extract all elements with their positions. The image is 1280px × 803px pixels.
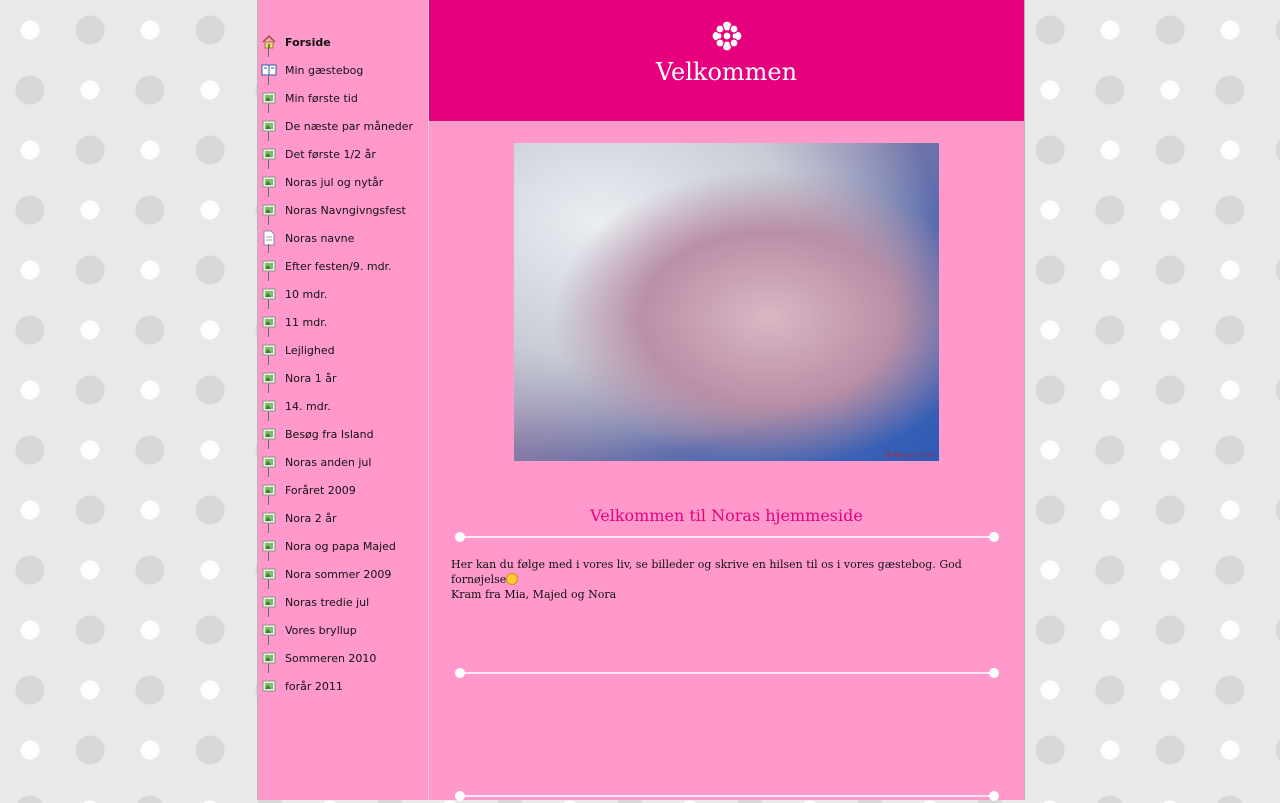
sidebar-item-label[interactable]: Nora og papa Majed <box>285 539 396 553</box>
sidebar-item[interactable] <box>258 588 428 616</box>
sidebar-item-label[interactable]: Nora 1 år <box>285 371 337 385</box>
sidebar-item-label[interactable]: Besøg fra Island <box>285 427 374 441</box>
photo-date-stamp: 29-May-07 13:07 <box>883 452 935 459</box>
welcome-heading: Velkommen til Noras hjemmeside <box>590 506 863 525</box>
sidebar-item-label[interactable]: Det første 1/2 år <box>285 147 376 161</box>
photo-album-icon <box>261 398 277 414</box>
photo-album-icon <box>261 426 277 442</box>
sidebar-item-label[interactable]: Nora 2 år <box>285 511 337 525</box>
sidebar-item[interactable] <box>258 420 428 448</box>
photo-album-icon <box>261 622 277 638</box>
photo-album-icon <box>261 342 277 358</box>
photo-album-icon <box>261 146 277 162</box>
sidebar-item[interactable] <box>258 560 428 588</box>
page-header <box>429 0 1024 123</box>
photo-album-icon <box>261 202 277 218</box>
smiley-icon <box>506 573 518 585</box>
sidebar-item[interactable] <box>258 112 428 140</box>
sidebar-item[interactable] <box>258 252 428 280</box>
photo-album-icon <box>261 454 277 470</box>
page-icon <box>261 230 277 246</box>
sidebar-item-label[interactable]: 14. mdr. <box>285 399 331 413</box>
sidebar-item-label[interactable]: Noras navne <box>285 231 355 245</box>
sidebar-item-label[interactable]: 11 mdr. <box>285 315 328 329</box>
photo-album-icon <box>261 594 277 610</box>
sidebar-item-label[interactable]: Vores bryllup <box>285 623 357 637</box>
sidebar-item-label[interactable]: Min første tid <box>285 91 358 105</box>
sidebar-nav <box>258 28 428 700</box>
welcome-text <box>451 557 991 602</box>
photo-album-icon <box>261 482 277 498</box>
page-title: Velkommen <box>655 58 798 86</box>
sidebar-item[interactable] <box>258 168 428 196</box>
page-container <box>257 0 1025 800</box>
welcome-text-line2: Kram fra Mia, Majed og Nora <box>451 588 617 601</box>
photo-album-icon <box>261 90 277 106</box>
sidebar-item[interactable] <box>258 224 428 252</box>
sidebar-item[interactable] <box>258 196 428 224</box>
flower-icon <box>711 20 743 52</box>
photo-album-icon <box>261 174 277 190</box>
sidebar-item[interactable] <box>258 672 428 700</box>
sidebar-item[interactable] <box>258 364 428 392</box>
photo-album-icon <box>261 510 277 526</box>
sidebar-item-label[interactable]: Forside <box>285 35 331 49</box>
sidebar-item[interactable] <box>258 392 428 420</box>
sidebar-item-label[interactable]: Noras anden jul <box>285 455 372 469</box>
sidebar-item-label[interactable]: De næste par måneder <box>285 119 414 133</box>
sidebar-item[interactable] <box>258 336 428 364</box>
photo-album-icon <box>261 370 277 386</box>
sidebar-item[interactable] <box>258 308 428 336</box>
sidebar-item[interactable] <box>258 56 428 84</box>
sidebar-item[interactable] <box>258 140 428 168</box>
sidebar-item[interactable] <box>258 532 428 560</box>
sidebar-item[interactable] <box>258 448 428 476</box>
sidebar-item-label[interactable]: Lejlighed <box>285 343 335 357</box>
left-sidebar <box>258 0 429 800</box>
photo-album-icon <box>261 258 277 274</box>
sidebar-item[interactable] <box>258 280 428 308</box>
sidebar-item-label[interactable]: Efter festen/9. mdr. <box>285 259 392 273</box>
baby-photo <box>514 143 939 461</box>
photo-album-icon <box>261 538 277 554</box>
sidebar-item[interactable] <box>258 28 428 56</box>
sidebar-item-label[interactable]: Noras Navngivngsfest <box>285 203 406 217</box>
decorative-divider <box>452 530 1002 544</box>
sidebar-item-label[interactable]: Noras tredie jul <box>285 595 370 609</box>
sidebar-item[interactable] <box>258 504 428 532</box>
photo-album-icon <box>261 118 277 134</box>
sidebar-item-label[interactable]: forår 2011 <box>285 679 343 693</box>
main-content <box>429 0 1024 800</box>
photo-album-icon <box>261 286 277 302</box>
sidebar-item-label[interactable]: 10 mdr. <box>285 287 328 301</box>
sidebar-item-label[interactable]: Foråret 2009 <box>285 483 356 497</box>
decorative-divider <box>452 666 1002 680</box>
sidebar-item-label[interactable]: Nora sommer 2009 <box>285 567 392 581</box>
sidebar-item[interactable] <box>258 476 428 504</box>
guestbook-icon <box>261 62 277 78</box>
sidebar-item[interactable] <box>258 616 428 644</box>
sidebar-item-label[interactable]: Sommeren 2010 <box>285 651 377 665</box>
photo-album-icon <box>261 566 277 582</box>
sidebar-item-label[interactable]: Min gæstebog <box>285 63 364 77</box>
photo-album-icon <box>261 678 277 694</box>
welcome-text-line1: Her kan du følge med i vores liv, se billeder og skrive en hilsen til os i vores gæstebog. God fornøjelse <box>451 558 962 586</box>
decorative-divider <box>452 789 1002 803</box>
photo-album-icon <box>261 314 277 330</box>
photo-album-icon <box>261 650 277 666</box>
sidebar-item[interactable] <box>258 644 428 672</box>
sidebar-item[interactable] <box>258 84 428 112</box>
home-icon <box>261 34 277 50</box>
sidebar-item-label[interactable]: Noras jul og nytår <box>285 175 384 189</box>
